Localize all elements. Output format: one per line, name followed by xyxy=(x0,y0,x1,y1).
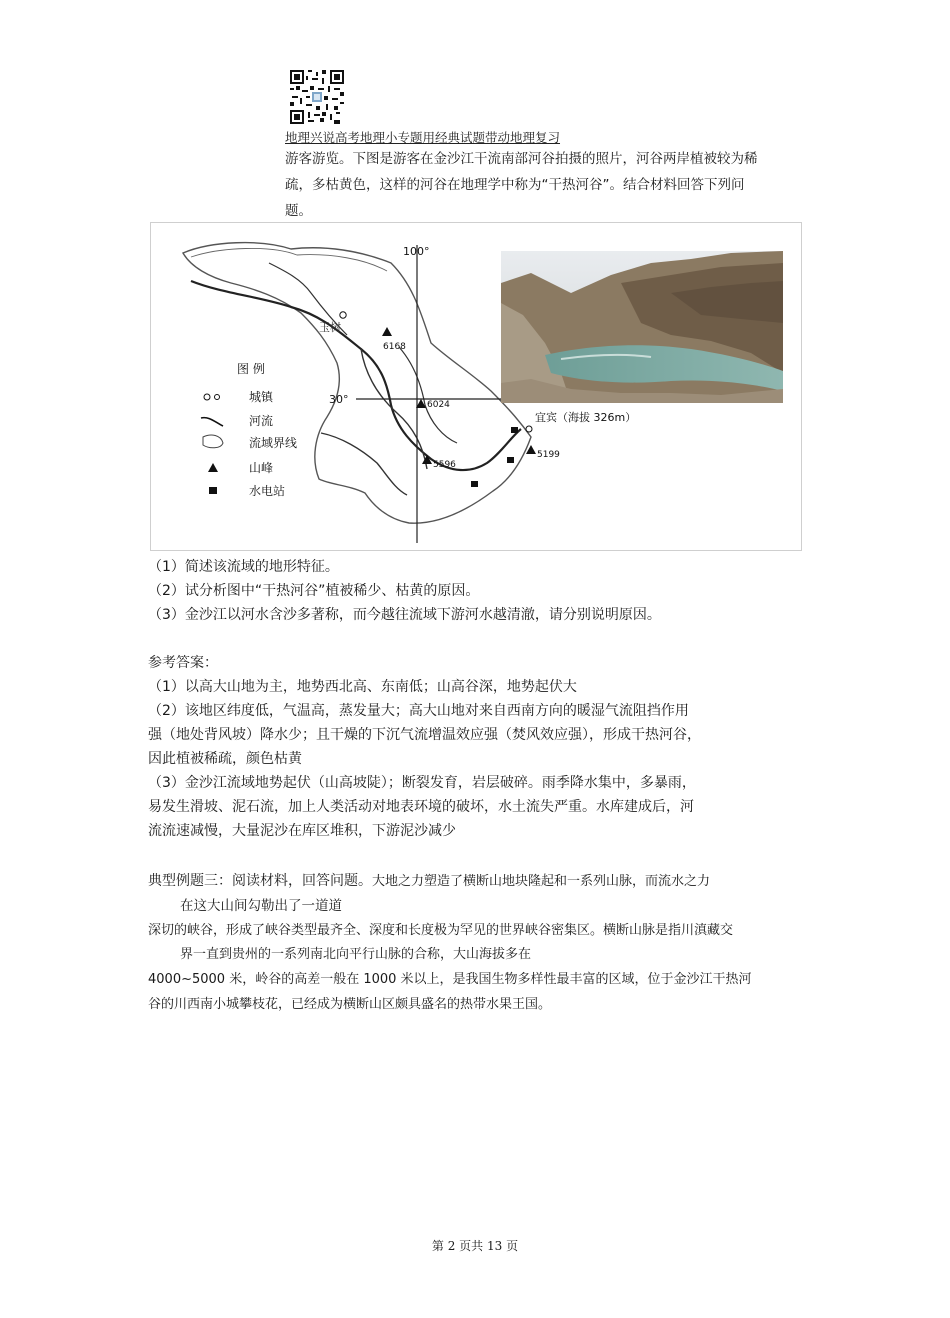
question-1: （1）简述该流域的地形特征。 xyxy=(148,559,339,575)
answer-line: 流流速减慢，大量泥沙在库区堆积，下游泥沙减少 xyxy=(148,823,456,839)
peak-label: 5199 xyxy=(537,450,560,460)
answer-line: 强（地处背风坡）降水少；且干燥的下沉气流增温效应强（焚风效应强），形成干热河谷， xyxy=(148,727,701,743)
legend-label: 流域界线 xyxy=(249,436,298,450)
legend-label: 河流 xyxy=(249,414,274,428)
legend-title: 图 例 xyxy=(237,362,265,376)
question-2: （2）试分析图中“干热河谷”植被稀少、枯黄的原因。 xyxy=(148,583,480,599)
basin-boundary xyxy=(183,243,531,524)
answer-line: 易发生滑坡、泥石流，加上人类活动对地表环境的破坏，水土流失严重。水库建成后，河 xyxy=(148,799,694,815)
example3-line: 在这大山间勾勒出了一道道 xyxy=(180,898,342,914)
peak-label: 6024 xyxy=(427,400,450,410)
legend-boundary xyxy=(203,435,297,450)
page-footer: 第 2 页共 13 页 xyxy=(431,1239,519,1253)
basin-map xyxy=(151,223,801,550)
legend-label: 水电站 xyxy=(249,484,286,498)
example3-line xyxy=(148,870,710,890)
legend-label: 城镇 xyxy=(249,390,274,404)
example3-line: 谷的川西南小城攀枝花，已经成为横断山区颇具盛名的热带水果王国。 xyxy=(148,997,552,1012)
answer-line: （3）金沙江流域地势起伏（山高坡陡）；断裂发育，岩层破碎。雨季降水集中，多暴雨， xyxy=(148,775,696,791)
example3-line: 深切的峡谷，形成了峡谷类型最齐全、深度和长度极为罕见的世界峡谷密集区。横断山脉是指川滇藏交 xyxy=(148,923,734,938)
answer-line: （2）该地区纬度低，气温高，蒸发量大；高大山地对来自西南方向的暖湿气流阻挡作用 xyxy=(148,703,689,719)
longitude-label: 100° xyxy=(403,245,430,258)
town-label: 玉树 xyxy=(319,321,341,334)
hydropower-marker xyxy=(507,457,514,463)
example3-heading: 典型例题三：阅读材料，回答问题。 xyxy=(148,873,372,889)
intro-line: 游客游览。下图是游客在金沙江干流南部河谷拍摄的照片，河谷两岸植被较为稀 xyxy=(285,151,758,167)
intro-line: 题。 xyxy=(285,203,312,219)
yibin-label: 宜宾（海拔 326m） xyxy=(535,411,637,424)
yibin-marker xyxy=(526,426,532,432)
example3-text: 大地之力塑造了横断山地块隆起和一系列山脉，而流水之力 xyxy=(372,874,711,889)
example3-line: 界一直到贵州的一系列南北向平行山脉的合称，大山海拔多在 xyxy=(180,947,532,962)
hydropower-marker xyxy=(471,481,478,487)
qr-code-image xyxy=(290,70,344,124)
hydropower-marker xyxy=(511,427,518,433)
peak-label: 5596 xyxy=(433,460,456,470)
answer-line: （1）以高大山地为主，地势西北高、东南低；山高谷深，地势起伏大 xyxy=(148,679,577,695)
basin-map-figure xyxy=(150,222,802,551)
legend-label: 山峰 xyxy=(249,461,274,475)
legend-hydropower xyxy=(209,483,285,498)
question-3: （3）金沙江以河水含沙多著称，而今越往流域下游河水越清澈，请分别说明原因。 xyxy=(148,607,661,623)
latitude-label: 30° xyxy=(329,393,349,406)
intro-paragraph xyxy=(285,146,805,224)
peak-marker xyxy=(382,327,392,336)
answers-title: 参考答案： xyxy=(148,655,218,671)
legend-river xyxy=(201,413,273,428)
peak-label: 6168 xyxy=(383,342,406,352)
answer-line: 因此植被稀疏，颜色枯黄 xyxy=(148,751,302,767)
intro-line: 疏，多枯黄色，这样的河谷在地理学中称为“干热河谷”。结合材料回答下列问 xyxy=(285,177,745,193)
legend-town xyxy=(204,389,274,404)
valley-photo xyxy=(501,251,783,403)
example3-line: 4000~5000 米，岭谷的高差一般在 1000 米以上，是我国生物多样性最丰富的区域，位于金沙江干热河 xyxy=(148,972,752,987)
river-line xyxy=(399,347,457,443)
legend-peak xyxy=(208,461,273,475)
town-marker xyxy=(340,312,346,318)
source-link[interactable]: 地理兴说高考地理小专题用经典试题带动地理复习 xyxy=(285,130,561,145)
river-line xyxy=(321,433,407,495)
